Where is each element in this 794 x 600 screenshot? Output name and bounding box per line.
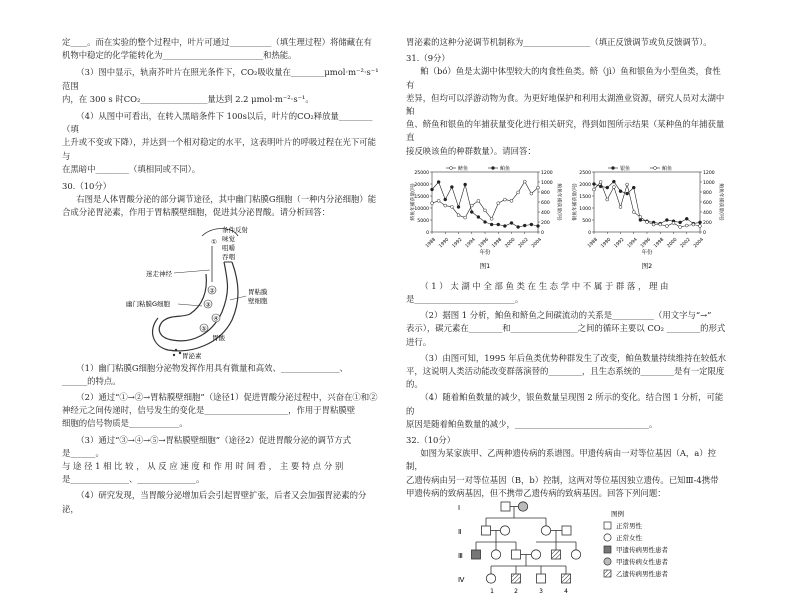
data-point	[523, 224, 526, 227]
legend-label: 银鱼	[620, 165, 631, 172]
y-tick-label: 0	[588, 230, 591, 236]
text-line: 是________________________。	[406, 294, 524, 305]
data-point	[530, 223, 533, 226]
legend-item: 甲遗传病女性患者	[616, 558, 668, 567]
label-n4: ④	[213, 315, 219, 323]
legend-label: 鲌鱼	[500, 165, 511, 172]
y-tick-label: 1000	[579, 206, 591, 212]
label-taste: 味觉	[222, 234, 235, 243]
question-number: 31.（9分）	[406, 53, 450, 64]
text-line: 与 途 径 1 相 比 较 ， 从 反 应 速 度 和 作 用 时 间 看 ， 主 要 特 点 分 别	[62, 461, 344, 472]
data-point	[497, 202, 500, 205]
y2-tick-label: 0	[541, 230, 544, 236]
text-line: 接反映该鱼的种群数量）。请回答：	[406, 145, 536, 156]
y2-axis-label: 鲌鱼年捕获量(吨)	[718, 183, 723, 221]
y2-tick-label: 1200	[703, 170, 715, 176]
legend-item: 正常男性	[616, 522, 642, 531]
label-n1: ①	[211, 237, 217, 246]
text-line: ______的特点。	[62, 375, 121, 386]
legend-label: 鲚鱼	[458, 165, 469, 172]
text-line: 鲌（bó）鱼是太湖中体型较大的肉食性鱼类。鲚（jì）鱼和银鱼为小型鱼类，食性有	[406, 66, 721, 90]
text-line: 鱼、鲚鱼和银鱼的年捕获量变化进行相关研究，得到如图所示结果（某种鱼的年捕获量直	[406, 119, 725, 143]
data-point	[477, 199, 480, 202]
y2-tick-label: 1000	[703, 180, 715, 186]
data-point	[497, 223, 500, 226]
x-tick-label: 2002	[517, 237, 530, 250]
y2-tick-label: 800	[541, 190, 550, 196]
data-point	[626, 192, 629, 195]
data-point	[679, 221, 682, 224]
text-line: 甲遗传病的致病基因，但不携带乙遗传病的致病基因。回答下列问题：	[406, 487, 666, 498]
question-number: 32.（10分）	[406, 435, 456, 446]
data-point	[510, 221, 513, 224]
text-line: （1）幽门粘膜G细胞分泌物发挥作用具有微量和高效、______________、	[76, 362, 348, 373]
data-point	[437, 199, 440, 202]
data-point	[626, 183, 629, 186]
text-line: 平，这说明人类活动能改变群落演替的________，且生态系统的________是有一定限度的。	[406, 366, 725, 390]
data-point	[692, 223, 695, 226]
text-line: 差异，但均可以浮游动物为食。为更好地保护和利用太湖渔业资源，研究人员对太湖中鲌	[406, 92, 725, 117]
chart-2	[568, 160, 728, 278]
label-n3: ③	[205, 301, 211, 309]
y2-tick-label: 200	[541, 220, 550, 226]
series-line	[594, 181, 700, 223]
y-tick-label: 2500	[579, 170, 591, 176]
data-point	[484, 220, 487, 223]
legend-marker	[492, 166, 495, 169]
data-point	[665, 224, 668, 227]
label-chew: 咀嚼	[222, 243, 235, 252]
x-tick-label: 1990	[438, 237, 451, 250]
data-point	[599, 180, 602, 183]
gen-label: Ⅱ	[458, 528, 462, 537]
x-tick-label: 2000	[666, 237, 679, 250]
y2-tick-label: 800	[703, 190, 712, 196]
x-tick-label: 1992	[613, 237, 626, 250]
y-axis-label: 鲚鱼年捕获量(吨)	[411, 183, 416, 221]
label-swallow: 吞咽	[222, 252, 235, 261]
data-point	[490, 217, 493, 220]
legend-item: 乙遗传病男性患者	[616, 570, 668, 579]
text-line: 上升或不变或下降），并达到一个相对稳定的水平，这表明叶片的呼吸过程在光下可能与	[62, 137, 377, 161]
data-point	[612, 185, 615, 188]
y-tick-label: 5000	[417, 218, 429, 224]
data-point	[665, 218, 668, 221]
legend-marker	[654, 166, 657, 169]
data-point	[537, 224, 540, 227]
data-point	[679, 225, 682, 228]
data-point	[464, 216, 467, 219]
label-acid: 胃酸	[212, 333, 225, 342]
label-n5: ⑤	[201, 325, 207, 333]
data-point	[431, 202, 434, 205]
label-vagus: 迷走神经	[146, 269, 172, 278]
data-point	[503, 198, 506, 201]
legend-marker	[612, 166, 615, 169]
data-point	[490, 223, 493, 226]
data-point	[606, 186, 609, 189]
y2-tick-label: 0	[703, 230, 706, 236]
data-point	[510, 199, 513, 202]
gen-label: Ⅰ	[458, 504, 461, 513]
label-parietal2: 壁细胞	[248, 296, 268, 305]
stomach-diagram	[62, 222, 382, 362]
text-line: （4）随着鲌鱼数量的减少，银鱼数量呈现图 2 所示的变化。结合图 1 分析，可能的	[406, 392, 724, 416]
text-line: （ 1 ） 太 湖 中 全 部 鱼 类 在 生 态 学 中 不 属 于 群 落 ， 理 由	[420, 280, 669, 291]
text-line: 细胞的信号物质是____________。	[62, 418, 188, 429]
gen-label: Ⅲ	[458, 552, 463, 561]
x-axis-label: 年份	[479, 249, 491, 256]
x-tick-label: 1990	[600, 237, 613, 250]
y-tick-label: 0	[426, 230, 429, 236]
legend-title: 图例	[611, 510, 624, 519]
legend-label: 鲌鱼	[662, 165, 673, 172]
data-point	[619, 190, 622, 193]
series-line	[432, 181, 538, 218]
x-tick-label: 1998	[653, 237, 666, 250]
ped-num: 1	[490, 588, 494, 596]
y2-tick-label: 1000	[541, 180, 553, 186]
y-tick-label: 500	[582, 218, 591, 224]
y-tick-label: 25000	[414, 170, 429, 176]
label-n2: ②	[209, 287, 215, 295]
text-line: （3）通过“③→④→⑤→胃粘膜壁细胞”（途径2）促进胃酸分泌的调节方式	[76, 434, 352, 445]
y-tick-label: 15000	[414, 194, 429, 200]
question-number: 30.（10分）	[62, 181, 112, 192]
chart-1	[406, 160, 566, 278]
text-line: 神经元之间传递时，信号发生的变化是____________________，作用于胃粘膜壁	[62, 405, 356, 416]
data-point	[659, 223, 662, 226]
y-axis-label: 银鱼年捕获量(吨)	[573, 183, 578, 221]
text-line: 乙遗传病由另一对等位基因（B，b）控制，这两对等位基因独立遗传。已知Ⅲ-4携带	[406, 474, 719, 485]
legend-item: 正常女性	[616, 534, 642, 543]
text-line: 机物中稳定的化学能转化为________________________和热能。	[62, 50, 297, 61]
text-line: （3）图中显示，轨南芥叶片在照光条件下，CO₂吸收量在________μmol·m⁻²·s⁻¹范围	[62, 67, 379, 91]
data-point	[639, 218, 642, 221]
x-tick-label: 1996	[640, 237, 652, 250]
data-point	[537, 186, 540, 189]
label-gcell: 幽门粘膜G细胞	[126, 299, 171, 308]
y-tick-label: 2000	[579, 182, 591, 188]
figure-caption: 图2	[641, 261, 653, 270]
y2-tick-label: 600	[541, 200, 550, 206]
data-point	[444, 204, 447, 207]
y2-tick-label: 400	[703, 210, 712, 216]
text-line: 在黑暗中________（填相同或不同）。	[62, 163, 201, 174]
data-point	[652, 223, 655, 226]
data-point	[470, 210, 473, 213]
text-line: （2）通过“①→②→胃粘膜壁细胞”（途径1）促进胃酸分泌过程中，兴奋在①和②	[76, 392, 378, 403]
data-point	[593, 188, 596, 191]
text-line: 表示），碳元素在________和________________之间的循环主要以 CO₂ ________的形式进行。	[406, 323, 726, 347]
x-tick-label: 1992	[451, 237, 464, 250]
x-tick-label: 1994	[464, 237, 477, 250]
data-point	[619, 205, 622, 208]
data-point	[431, 188, 434, 191]
figure-caption: 图1	[479, 261, 491, 270]
x-tick-label: 1988	[587, 237, 599, 250]
data-point	[593, 182, 596, 185]
data-point	[444, 198, 447, 201]
text-line: 右图是人体胃酸分泌的部分调节途径，其中幽门粘膜G细胞（一种内分泌细胞）能	[76, 194, 377, 205]
data-point	[437, 180, 440, 183]
data-point	[484, 209, 487, 212]
y2-axis-label: 鲌鱼年捕获量(吨)	[556, 183, 561, 221]
x-tick-label: 1996	[478, 237, 490, 250]
text-line: 定____。而在实验的整个过程中，叶片可通过__________（填生理过程）将储藏在有	[62, 37, 372, 47]
text-line: （4）从图中可看出，在转入黑暗条件下 100s以后，叶片的CO₂释放量________（填	[62, 111, 373, 135]
data-point	[699, 224, 702, 227]
x-tick-label: 1998	[491, 237, 504, 250]
ped-num: 4	[564, 588, 568, 596]
y2-tick-label: 600	[703, 200, 712, 206]
data-point	[450, 205, 453, 208]
y-tick-label: 1500	[579, 194, 591, 200]
label-reflex: 条件反射	[222, 225, 248, 234]
data-point	[685, 217, 688, 220]
data-point	[646, 220, 649, 223]
data-point	[457, 214, 460, 217]
y-tick-label: 10000	[414, 206, 429, 212]
data-point	[477, 215, 480, 218]
label-parietal1: 胃粘膜	[248, 287, 268, 296]
text-line: 内，在 300 s 时CO₂________________量达到 2.2 μmol·m⁻²·s⁻¹。	[62, 93, 314, 104]
text-line: 胃泌素的这种分泌调节机制称为________________（填正反馈调节或负反馈调节）。	[406, 37, 712, 47]
x-tick-label: 2004	[693, 237, 705, 250]
data-point	[632, 210, 635, 213]
data-point	[606, 198, 609, 201]
data-point	[517, 191, 520, 194]
data-point	[699, 221, 702, 224]
text-line: 原因是随着鲌鱼数量的减少，________________________________。	[406, 418, 658, 429]
text-line: 合成分泌胃泌素，作用于胃粘膜壁细胞，促进其分泌胃酸。请分析回答：	[62, 207, 330, 218]
y-tick-label: 20000	[414, 182, 429, 188]
data-point	[450, 185, 453, 188]
text-line: 是______。	[62, 447, 104, 458]
x-tick-label: 2002	[679, 237, 692, 250]
data-point	[464, 183, 467, 186]
stomach-figure	[62, 222, 382, 362]
text-line: （3）由图可知，1995 年后鱼类优势种群发生了改变，鲌鱼数量持续维持在较低水	[420, 352, 726, 363]
legend-item: 甲遗传病男性患者	[616, 546, 668, 555]
right-column	[406, 36, 726, 596]
data-point	[672, 221, 675, 224]
y2-tick-label: 400	[541, 210, 550, 216]
data-point	[632, 186, 635, 189]
pedigree-chart	[406, 500, 726, 596]
left-column	[62, 36, 382, 516]
text-line: （2）据图 1 分析，鲌鱼和鲚鱼之间碳流动的关系是__________（用文字与“→”	[420, 310, 712, 321]
data-point	[639, 215, 642, 218]
label-gastrin: 胃泌素	[182, 351, 202, 360]
x-tick-label: 1988	[425, 237, 437, 250]
x-tick-label: 2004	[531, 237, 543, 250]
data-point	[457, 205, 460, 208]
text-line: 是______________、______________。	[62, 474, 205, 485]
x-tick-label: 2000	[504, 237, 517, 250]
pedigree-figure	[406, 500, 726, 596]
x-axis-label: 年份	[641, 249, 653, 256]
text-line: （4）研究发现，当胃酸分泌增加后会引起胃壁扩张，后者又会加强胃泌素的分泌，	[62, 490, 367, 514]
data-point	[523, 180, 526, 183]
data-point	[685, 224, 688, 227]
text-line: 如图为某家族甲、乙两种遗传病的系谱图。甲遗传病由一对等位基因（A，a）控制，	[406, 448, 717, 472]
y2-tick-label: 1200	[541, 170, 553, 176]
x-tick-label: 1994	[626, 237, 639, 250]
data-point	[503, 224, 506, 227]
charts-row	[406, 160, 726, 278]
data-point	[517, 225, 520, 228]
data-point	[530, 192, 533, 195]
data-point	[612, 180, 615, 183]
ped-num: 3	[539, 588, 543, 596]
ped-num: 2	[514, 588, 518, 596]
legend-marker	[450, 166, 453, 169]
gen-label: Ⅳ	[458, 576, 465, 585]
y2-tick-label: 200	[703, 220, 712, 226]
